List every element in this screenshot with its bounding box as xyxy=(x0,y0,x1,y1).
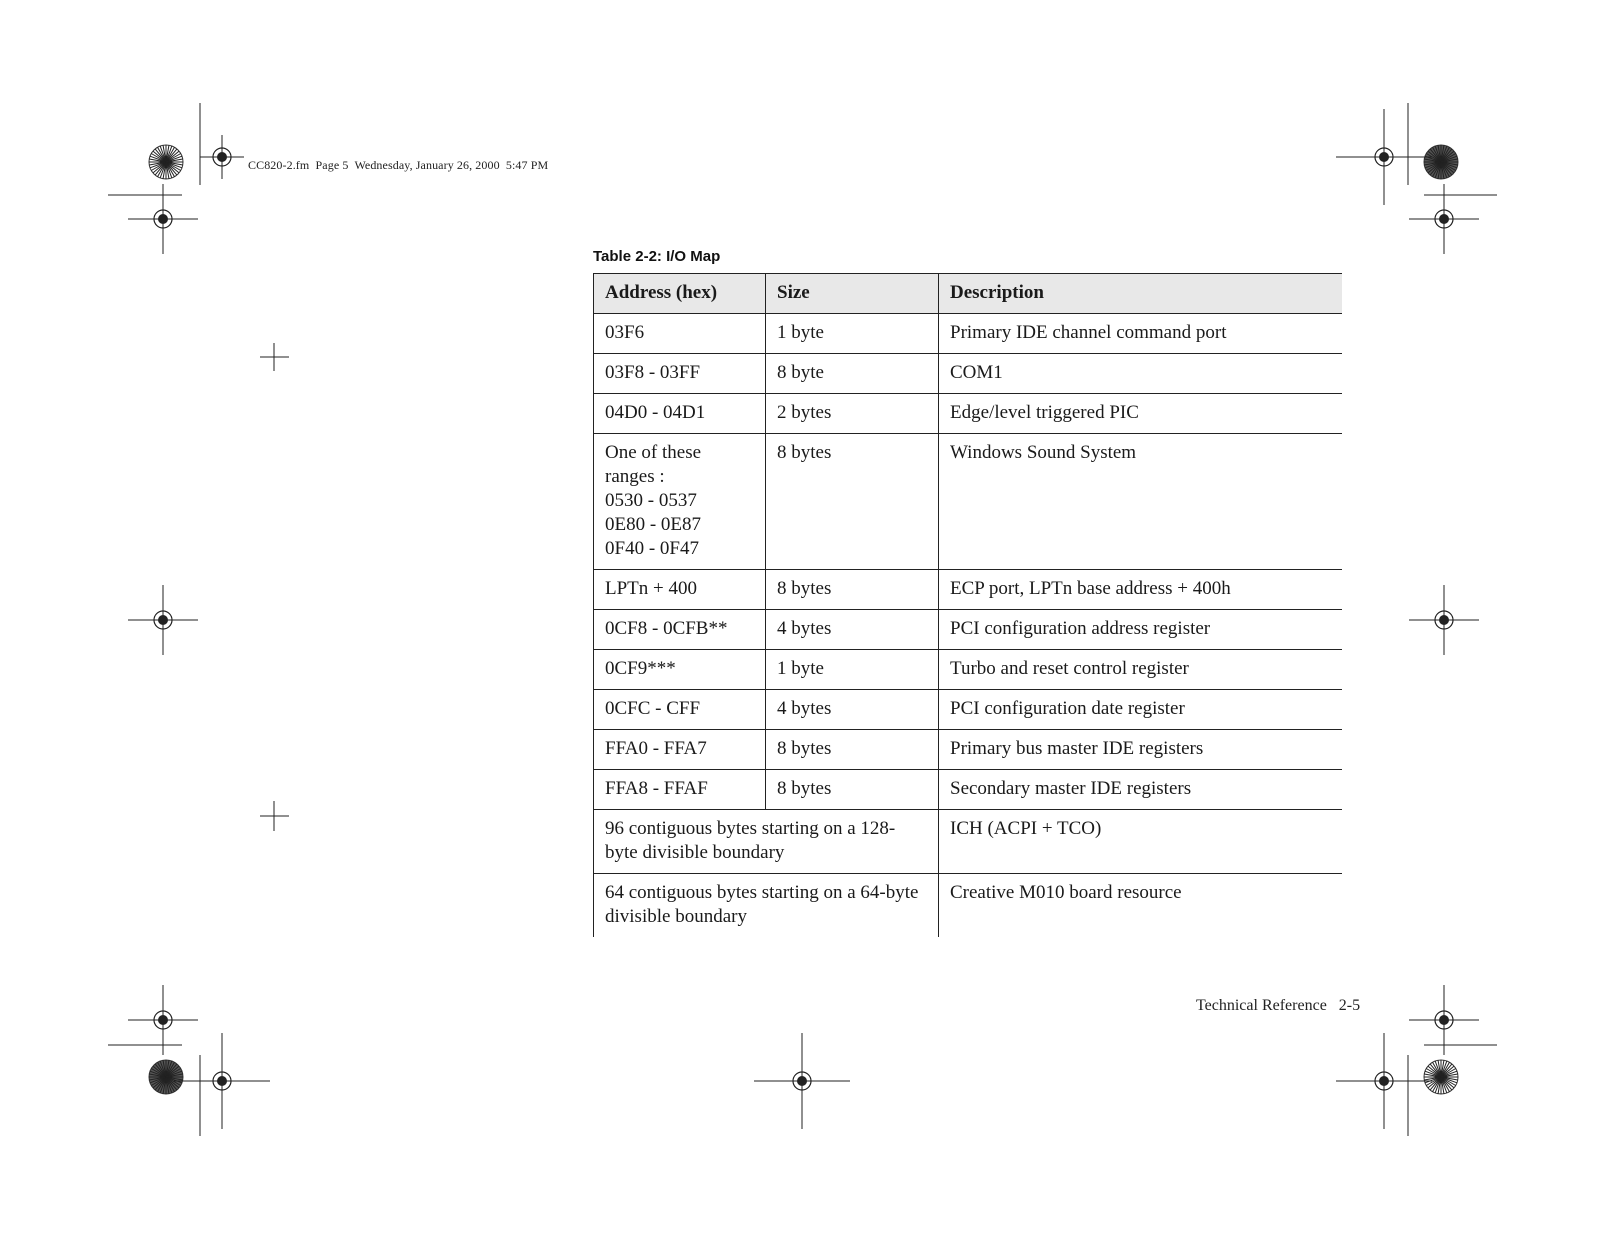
cell-size: 4 bytes xyxy=(766,610,939,650)
cell-size: 8 bytes xyxy=(766,434,939,570)
cell-size: 8 bytes xyxy=(766,730,939,770)
table-row xyxy=(594,314,1343,354)
registration-dot xyxy=(158,615,168,625)
registration-dot xyxy=(1439,1015,1449,1025)
cell-size: 4 bytes xyxy=(766,690,939,730)
cell-address-size: 64 contiguous bytes starting on a 64-byte divisible boundary xyxy=(594,874,939,938)
table-row xyxy=(594,354,1343,394)
cell-description: PCI configuration date register xyxy=(939,690,1343,730)
registration-dot xyxy=(217,1076,227,1086)
cell-address: 04D0 - 04D1 xyxy=(594,394,766,434)
cell-description: Turbo and reset control register xyxy=(939,650,1343,690)
cell-description: Creative M010 board resource xyxy=(939,874,1343,938)
cell-address: 03F8 - 03FF xyxy=(594,354,766,394)
cell-address: FFA0 - FFA7 xyxy=(594,730,766,770)
table-row xyxy=(594,434,1343,570)
cell-size: 1 byte xyxy=(766,650,939,690)
cell-address: 0CFC - CFF xyxy=(594,690,766,730)
cell-description: Primary IDE channel command port xyxy=(939,314,1343,354)
table-row xyxy=(594,610,1343,650)
cell-description: Edge/level triggered PIC xyxy=(939,394,1343,434)
cell-description: ICH (ACPI + TCO) xyxy=(939,810,1343,874)
table-row xyxy=(594,770,1343,810)
cell-description: Primary bus master IDE registers xyxy=(939,730,1343,770)
header-size: Size xyxy=(766,274,939,314)
cell-description: Windows Sound System xyxy=(939,434,1343,570)
header-address: Address (hex) xyxy=(594,274,766,314)
table-header-row xyxy=(594,274,1343,314)
registration-dot xyxy=(1439,214,1449,224)
cell-size: 8 byte xyxy=(766,354,939,394)
cell-size: 1 byte xyxy=(766,314,939,354)
cell-address: 0CF8 - 0CFB** xyxy=(594,610,766,650)
cell-description: Secondary master IDE registers xyxy=(939,770,1343,810)
cell-description: PCI configuration address register xyxy=(939,610,1343,650)
cell-address: LPTn + 400 xyxy=(594,570,766,610)
io-map-table xyxy=(593,273,1342,937)
registration-dot xyxy=(217,152,227,162)
table-row xyxy=(594,570,1343,610)
file-slug: CC820-2.fm Page 5 Wednesday, January 26, 2000 5:47 PM xyxy=(248,158,549,172)
cell-size: 2 bytes xyxy=(766,394,939,434)
page-footer: Technical Reference 2-5 xyxy=(1196,997,1361,1014)
registration-dot xyxy=(1379,152,1389,162)
header-description: Description xyxy=(939,274,1343,314)
table-row xyxy=(594,690,1343,730)
table-row xyxy=(594,810,1343,874)
cell-address: One of these ranges : 0530 - 0537 0E80 - 0E87 0F40 - 0F47 xyxy=(594,434,766,570)
cell-address-size: 96 contiguous bytes starting on a 128-byte divisible boundary xyxy=(594,810,939,874)
cell-size: 8 bytes xyxy=(766,770,939,810)
registration-dot xyxy=(1439,615,1449,625)
registration-dot xyxy=(1379,1076,1389,1086)
io-map-table-container xyxy=(593,273,1342,950)
cell-address: 03F6 xyxy=(594,314,766,354)
cell-address: 0CF9*** xyxy=(594,650,766,690)
cell-address: FFA8 - FFAF xyxy=(594,770,766,810)
registration-dot xyxy=(797,1076,807,1086)
cell-description: ECP port, LPTn base address + 400h xyxy=(939,570,1343,610)
table-row xyxy=(594,394,1343,434)
table-caption: Table 2-2: I/O Map xyxy=(593,248,721,265)
cell-description: COM1 xyxy=(939,354,1343,394)
registration-dot xyxy=(158,1015,168,1025)
table-row xyxy=(594,874,1343,938)
table-row xyxy=(594,730,1343,770)
cell-size: 8 bytes xyxy=(766,570,939,610)
table-row xyxy=(594,650,1343,690)
registration-dot xyxy=(158,214,168,224)
